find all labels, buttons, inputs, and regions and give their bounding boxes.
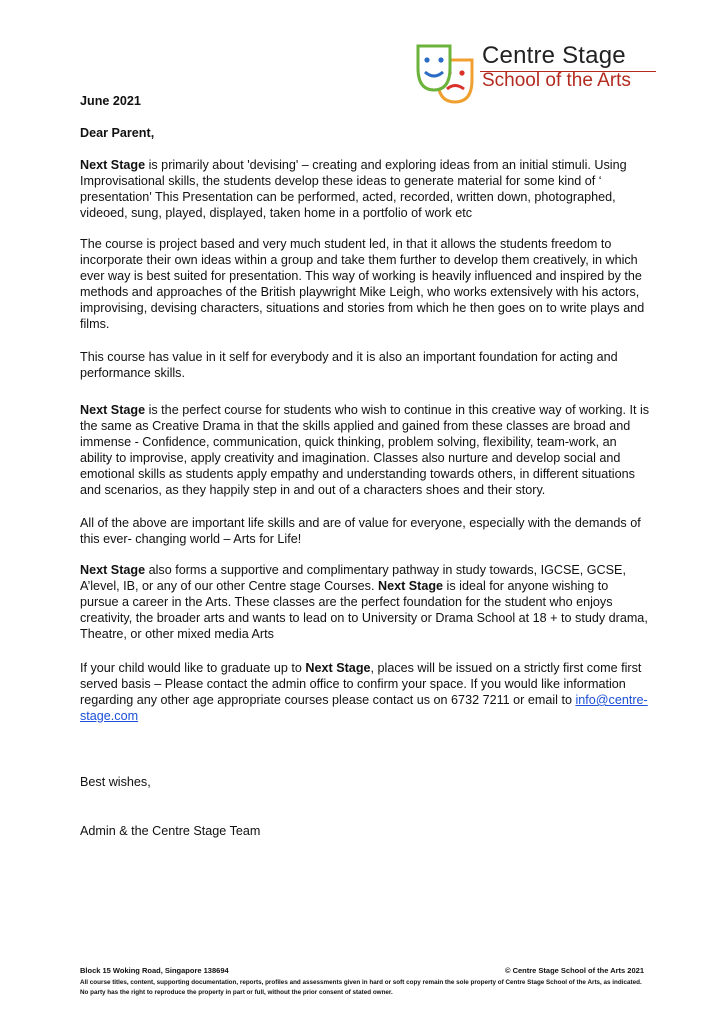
paragraph-text: also forms a supportive and complimentary pathway in study towards, IGCSE, GCSE, A’level, IB, or any of our other Centre stage Courses. [80, 563, 626, 593]
footer-disclaimer: All course titles, content, supporting documentation, reports, profiles and assessments given in hard or soft copy remain the sole property of Centre Stage School of the Arts, as indicated. No party has the right to reproduce the property in part or full, without the prior consent of stated owner. [80, 979, 642, 996]
paragraph-text: If your child would like to graduate up to [80, 661, 306, 675]
footer-address: Block 15 Woking Road, Singapore 138694 [80, 966, 229, 975]
paragraph-value: This course has value in it self for everybody and it is also an important foundation for acting and performance skills. [80, 350, 618, 380]
paragraph-text: is ideal for anyone wishing to pursue a career in the Arts. These classes are the perfect foundation for the student who enjoys creativity, the broader arts and wants to lead on to University or Drama School at 18 + to study drama, Theatre, or other mixed media Arts [80, 579, 648, 641]
logo-subtitle: School of the Arts [482, 70, 631, 91]
paragraph-text: is the perfect course for students who wish to continue in this creative way of working. It is the same as Creative Drama in that the skills applied and gained from these classes are broad and immense - Confidence, communication, quick thinking, problem solving, flexibility, team-work, an ability to improvise, apply creativity and imagination. Classes also nurture and develop social and emotional skills as students apply empathy and understanding towards others, in different situations and scenarios, as they happily step in and out of a characters shoes and their story. [80, 403, 650, 497]
footer-row [80, 966, 644, 975]
course-name: Next Stage [80, 158, 146, 172]
footer-copyright: © Centre Stage School of the Arts 2021 [504, 966, 644, 975]
course-name: Next Stage [80, 563, 146, 577]
paragraph-text: , places will be issued on a strictly first come first served basis – Please contact the admin office to confirm your space. If you would like information regarding any other age appropriate courses please contact us on 6732 7211 or email to [80, 661, 642, 707]
email-link[interactable]: info@centre-stage.com [80, 693, 648, 723]
course-name: Next Stage [377, 579, 444, 593]
paragraph-enrolment [80, 660, 650, 724]
paragraph-text: is primarily about 'devising' – creating and exploring ideas from an initial stimuli. Using Improvisational skills, the students develop these ideas to generate material for some kind of ‘ presentation' This Presentation can be performed, acted, recorded, written down, photographed, videoed, sung, played, displayed, taken home in a portfolio of work etc [80, 158, 627, 220]
paragraph-life-skills: All of the above are important life skills and are of value for everyone, especially with the demands of this ever- changing world – Arts for Life! [80, 516, 641, 546]
letter-signature: Admin & the Centre Stage Team [80, 824, 261, 838]
course-name: Next Stage [80, 403, 146, 417]
course-name: Next Stage [305, 661, 371, 675]
letter-greeting: Dear Parent, [80, 126, 155, 140]
paragraph-intro [80, 157, 650, 221]
logo-title: Centre Stage [482, 42, 626, 69]
paragraph-course-description: The course is project based and very much student led, in that it allows the students freedom to incorporate their own ideas within a group and take them further to develop them creatively, in which ever way is best suited for presentation. This way of working is heavily influenced and inspired by the methods and approaches of the British playwright Mike Leigh, who works extensively with his actors, improvising, devising characters, situations and stories from which he then goes on to write plays and films. [80, 237, 645, 331]
paragraph-pathway [80, 562, 650, 642]
letter-closing: Best wishes, [80, 775, 151, 789]
paragraph-skills [80, 402, 650, 498]
letter-date: June 2021 [80, 94, 141, 108]
